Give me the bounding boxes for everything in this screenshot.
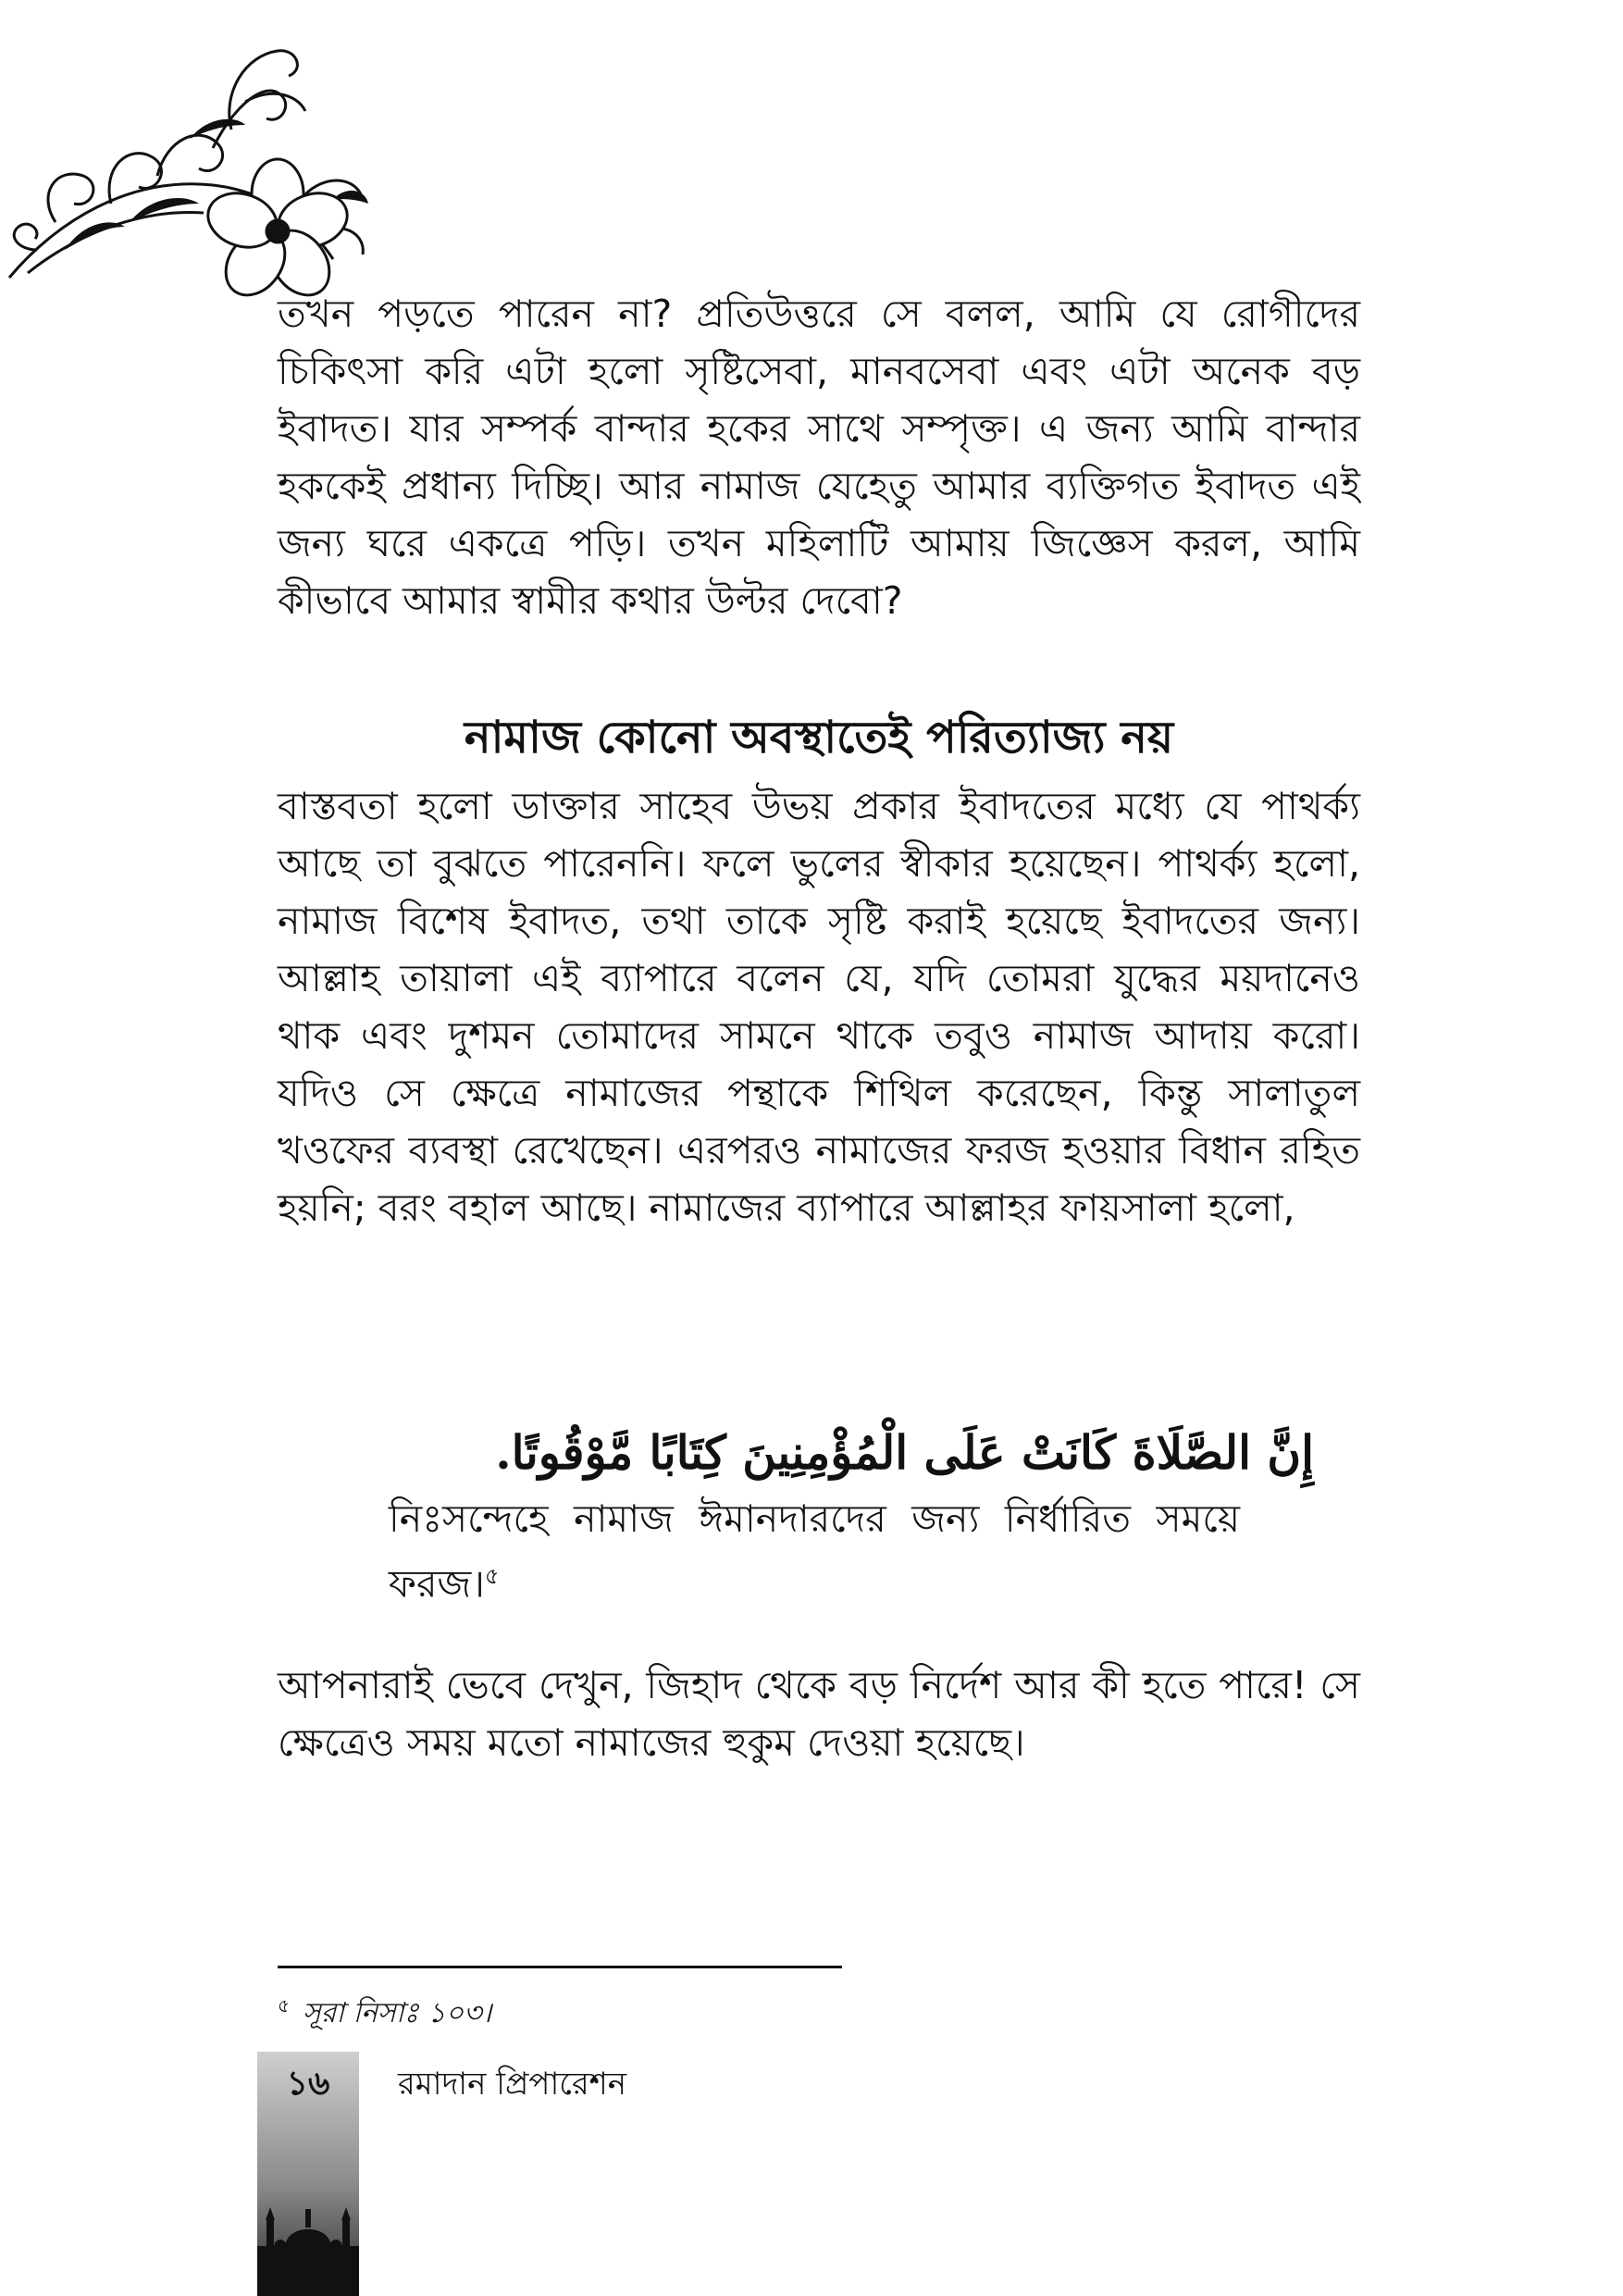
paragraph-block-3 (278, 1657, 1360, 1771)
book-title: রমাদান প্রিপারেশন (398, 2066, 627, 2103)
section-heading-block (278, 705, 1360, 770)
footnote-marker: ৫ (278, 1994, 290, 2017)
section-heading: নামাজ কোনো অবস্থাতেই পরিত্যাজ্য নয় (464, 712, 1174, 763)
body-paragraph: আপনারাই ভেবে দেখুন, জিহাদ থেকে বড় নির্দেশ আর কী হতে পারে! সে ক্ষেত্রেও সময় মতো নামাজের হুকুম দেওয়া হয়েছে। (278, 1663, 1360, 1765)
footnote (278, 1985, 491, 2034)
footnote-divider (278, 1966, 842, 1968)
verse-translation-block (389, 1490, 1240, 1613)
verse-translation: নিঃসন্দেহে নামাজ ঈমানদারদের জন্য নির্ধারিত সময়ে ফরজ। (389, 1496, 1240, 1607)
body-paragraph: তখন পড়তে পারেন না? প্রতিউত্তরে সে বলল, আমি যে রোগীদের চিকিৎসা করি এটা হলো সৃষ্টিসেবা, মানবসেবা এবং এটা অনেক বড় ইবাদত। যার সম্পর্ক বান্দার হকের সাথে সম্পৃক্ত। এ জন্য আমি বান্দার হককেই প্রধান্য দিচ্ছি। আর নামাজ যেহেতু আমার ব্যক্তিগত ইবাদত এই জন্য ঘরে একত্রে পড়ি। তখন মহিলাটি আমায় জিজ্ঞেস করল, আমি কীভাবে আমার স্বামীর কথার উল্টর দেবো? (278, 292, 1360, 623)
arabic-verse: إِنَّ الصَّلَاةَ كَانَتْ عَلَى الْمُؤْمِنِينَ كِتَابًا مَّوْقُوتًا. (495, 1425, 1314, 1480)
floral-ornament-icon (0, 37, 389, 305)
paragraph-block-2 (278, 777, 1360, 1236)
paragraph-block-1 (278, 285, 1360, 629)
footnote-reference[interactable]: ৫ (484, 1563, 500, 1589)
page-number: ১৬ (286, 2065, 330, 2103)
footnote-text: সূরা নিসাঃ ১০৩। (302, 1997, 492, 2029)
body-paragraph: বাস্তবতা হলো ডাক্তার সাহেব উভয় প্রকার ইবাদতের মধ্যে যে পাথর্ক্য আছে তা বুঝতে পারেননি। ফলে ভুলের স্বীকার হয়েছেন। পাথর্ক্য হলো, নামাজ বিশেষ ইবাদত, তথা তাকে সৃষ্টি করাই হয়েছে ইবাদতের জন্য। আল্লাহ তায়ালা এই ব্যাপারে বলেন যে, যদি তোমরা যুদ্ধের ময়দানেও থাক এবং দুশমন তোমাদের সামনে থাকে তবুও নামাজ আদায় করো। যদিও সে ক্ষেত্রে নামাজের পন্থাকে শিথিল করেছেন, কিন্তু সালাতুল খওফের ব্যবস্থা রেখেছেন। এরপরও নামাজের ফরজ হওয়ার বিধান রহিত হয়নি; বরং বহাল আছে। নামাজের ব্যাপারে আল্লাহর ফায়সালা হলো, (278, 784, 1360, 1230)
